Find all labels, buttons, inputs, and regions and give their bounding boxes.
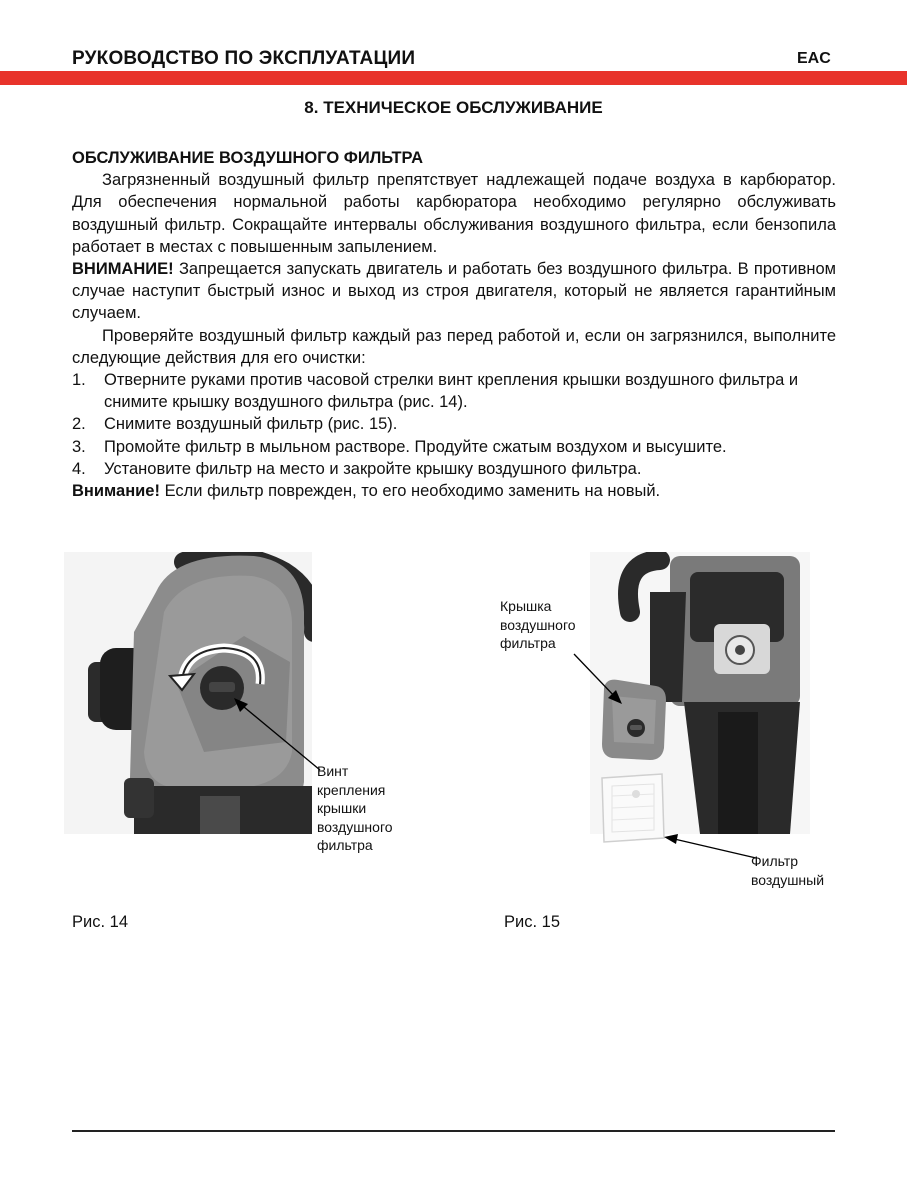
section-title: 8. ТЕХНИЧЕСКОЕ ОБСЛУЖИВАНИЕ	[304, 98, 603, 117]
step-text: Промойте фильтр в мыльном растворе. Продуйте сжатым воздухом и высушите.	[104, 437, 727, 456]
content	[72, 147, 836, 502]
callout-line: Крышка	[500, 598, 552, 614]
header-eac-mark: EAC	[797, 50, 831, 67]
paragraph-intro: Загрязненный воздушный фильтр препятствует надлежащей подаче воздуха в карбюратор. Для обеспечения нормальной работы карбюратора необходимо регулярно обслуживать воздушный фильтр. Сокращайте интервалы обслуживания воздушного фильтра, если бензопила работает в местах с повышенным запылением.	[72, 171, 836, 256]
callout-line: воздушный	[751, 871, 825, 888]
header-title: РУКОВОДСТВО ПО ЭКСПЛУАТАЦИИ	[72, 48, 416, 69]
callout-line: воздушного	[500, 616, 576, 633]
callout-line: воздушного	[317, 818, 393, 835]
warning-label: ВНИМАНИЕ!	[72, 260, 174, 279]
callout-line: Винт	[317, 763, 349, 779]
warning-text: Запрещается запускать двигатель и работать без воздушного фильтра. В противном случае наступит быстрый износ и выход из строя двигателя, который не является гарантийным случаем.	[72, 260, 836, 323]
list-item	[72, 369, 836, 413]
header-accent-bar	[0, 71, 907, 85]
callout-line: крышки	[317, 800, 367, 816]
callout-line: фильтра	[500, 635, 556, 651]
step-number: 1.	[72, 371, 86, 390]
fig15-callout-filter	[751, 852, 824, 889]
note-label: Внимание!	[72, 482, 160, 501]
list-item	[72, 436, 836, 458]
step-number: 4.	[72, 459, 86, 478]
callout-arrow	[660, 834, 760, 864]
fig14-callout	[317, 762, 393, 855]
air-filter-element-part	[598, 772, 668, 844]
note-paragraph	[72, 480, 836, 502]
list-item	[72, 413, 836, 435]
callout-arrow	[220, 690, 330, 780]
note-text: Если фильтр поврежден, то его необходимо заменить на новый.	[159, 482, 661, 501]
callout-line: крепления	[317, 781, 386, 798]
paragraph-check: Проверяйте воздушный фильтр каждый раз перед работой и, если он загрязнился, выполните следующие действия для его очистки:	[72, 326, 836, 367]
fig15-caption: Рис. 15	[504, 913, 560, 931]
step-number: 3.	[72, 437, 86, 456]
footer-rule	[72, 1130, 835, 1132]
step-text: Снимите воздушный фильтр (рис. 15).	[104, 415, 398, 434]
steps-list	[72, 369, 836, 480]
subsection-title: ОБСЛУЖИВАНИЕ ВОЗДУШНОГО ФИЛЬТРА	[72, 149, 424, 167]
fig15-callout-cover	[500, 597, 576, 653]
step-text: Установите фильтр на место и закройте крышку воздушного фильтра.	[104, 459, 642, 478]
fig14-caption: Рис. 14	[72, 913, 128, 931]
list-item	[72, 458, 836, 480]
callout-line: Фильтр	[751, 853, 799, 869]
step-text: Отверните руками против часовой стрелки винт крепления крышки воздушного фильтра и снимите крышку воздушного фильтра (рис. 14).	[104, 371, 799, 412]
step-number: 2.	[72, 415, 86, 434]
callout-arrow	[570, 650, 630, 710]
callout-line: фильтра	[317, 837, 373, 853]
warning-paragraph	[72, 258, 836, 325]
